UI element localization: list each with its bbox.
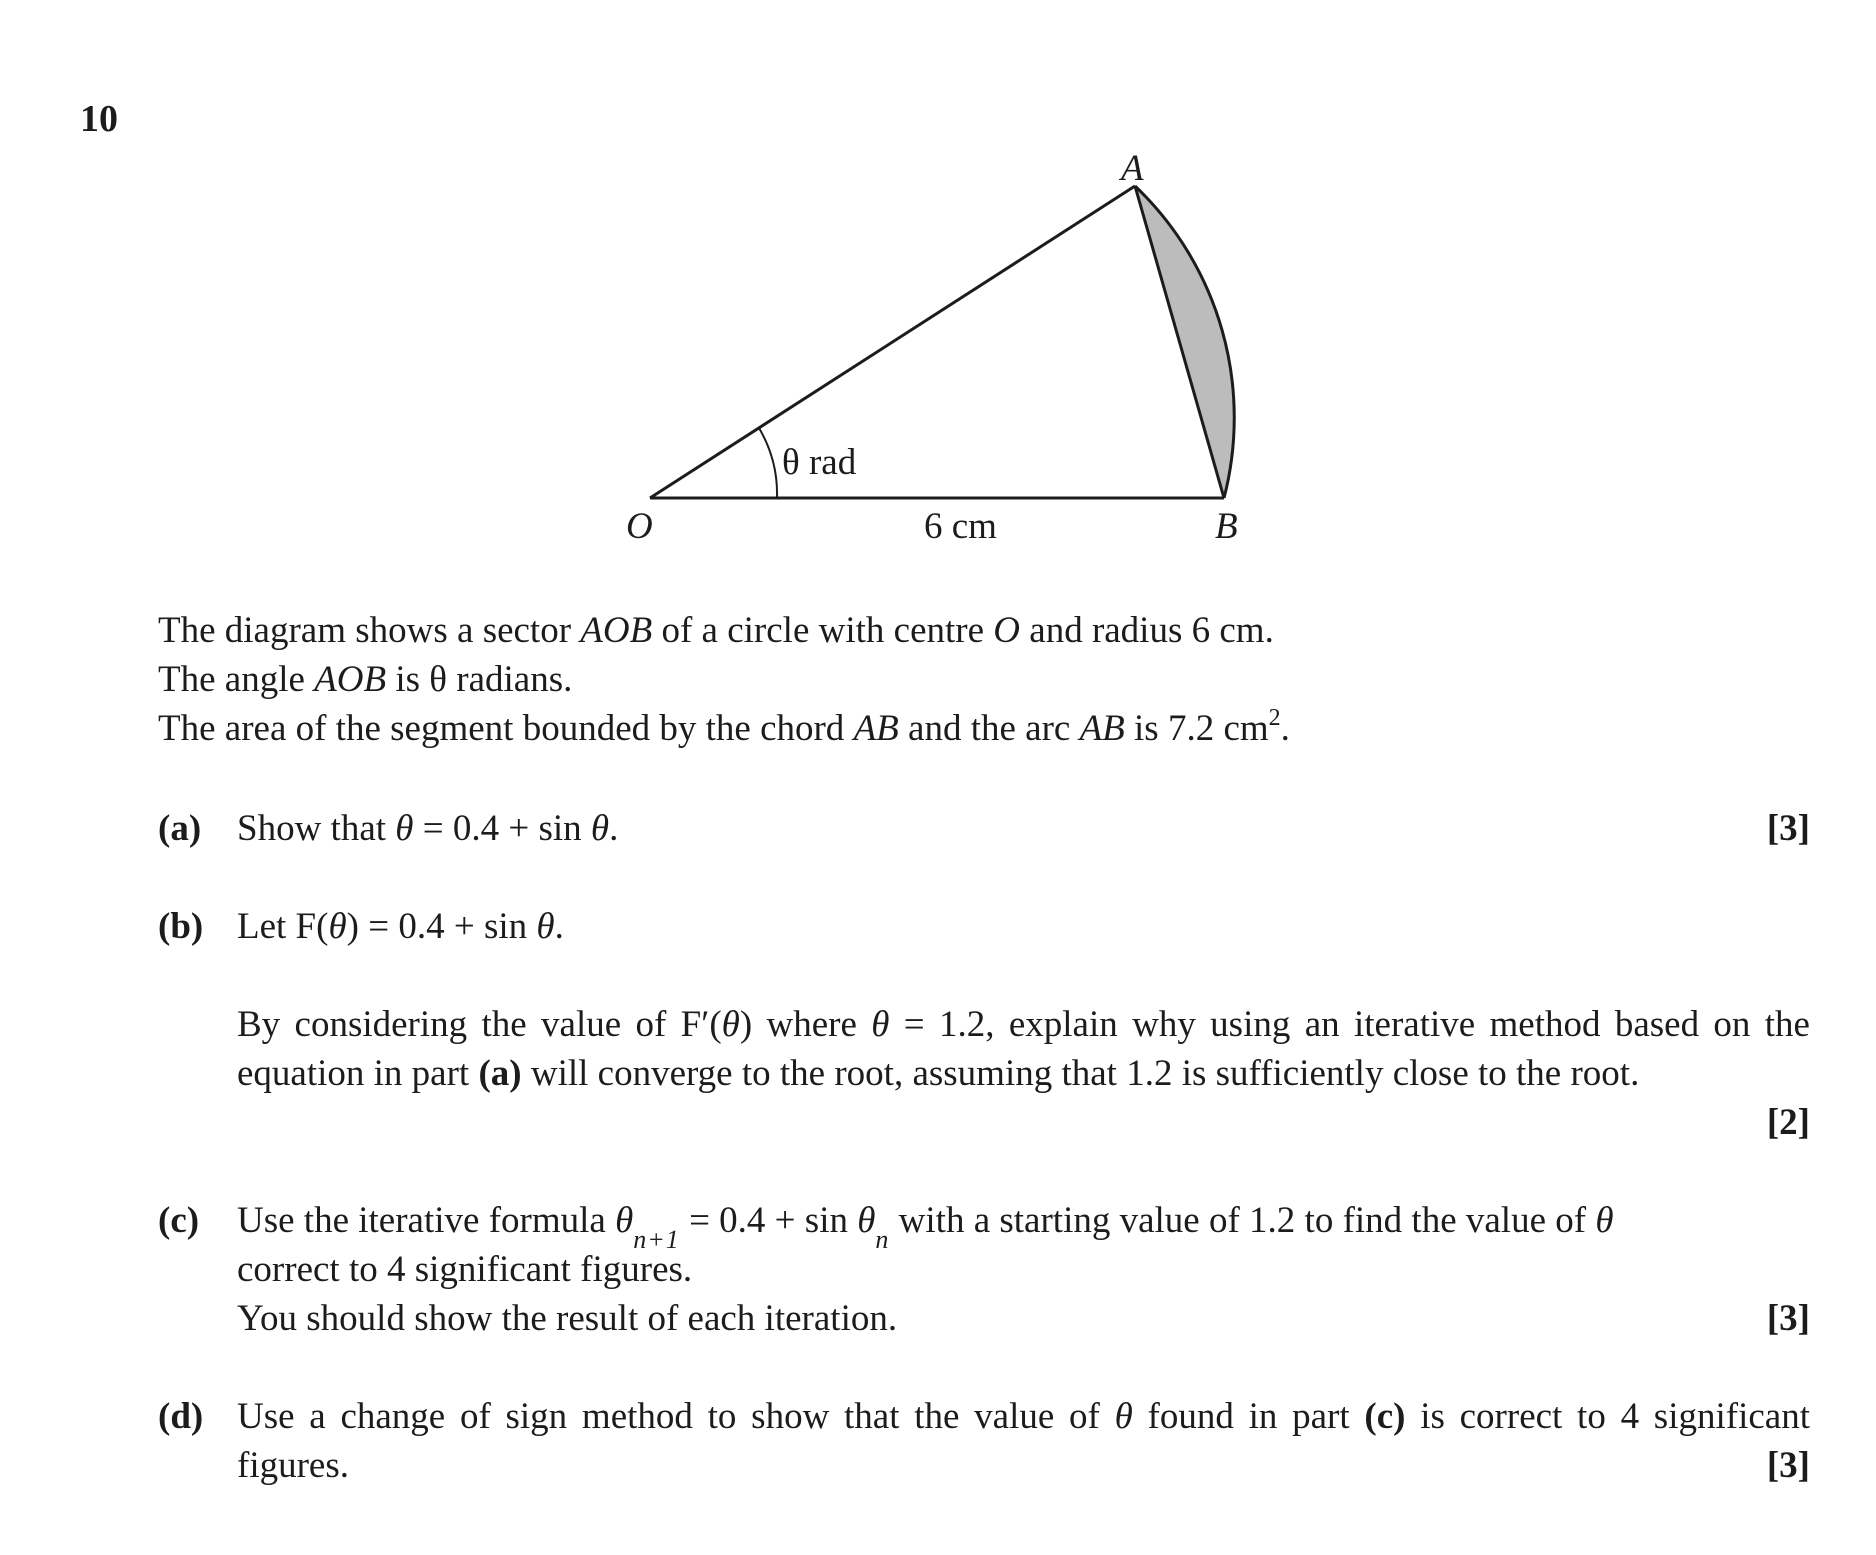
text: . xyxy=(1280,708,1290,749)
text: = 1.2, explain why using an iterative method based on the equation in part xyxy=(237,1004,1810,1094)
text: AOB xyxy=(314,659,387,700)
part-a-label: (a) xyxy=(158,808,202,849)
text: AOB xyxy=(580,610,653,651)
part-b-label: (b) xyxy=(158,906,204,947)
intro-line-2 xyxy=(158,655,1808,704)
part-c-marks: [3] xyxy=(1766,1298,1810,1339)
text: θ xyxy=(1595,1200,1614,1241)
side-length-label: 6 cm xyxy=(924,506,997,547)
text: = 0.4 + sin xyxy=(413,808,591,849)
part-d-label: (d) xyxy=(158,1396,204,1437)
text: and the arc xyxy=(898,708,1080,749)
text: is 7.2 cm xyxy=(1124,708,1269,749)
part-d-text xyxy=(237,1392,1810,1490)
subscript: n xyxy=(875,1225,890,1254)
text: is θ radians. xyxy=(386,659,573,700)
text: Use a change of sign method to show that the value of xyxy=(237,1396,1115,1437)
text: ) where xyxy=(739,1004,872,1045)
part-b-line-1 xyxy=(237,902,1810,951)
text: will converge to the root, assuming that 1.2 is sufficiently close to the root. xyxy=(521,1053,1640,1094)
text: θ xyxy=(615,1200,634,1241)
text: (c) xyxy=(1364,1396,1406,1437)
text: (a) xyxy=(478,1053,522,1094)
angle-label: θ rad xyxy=(782,442,857,483)
vertex-label-O: O xyxy=(626,506,653,547)
text: Let F( xyxy=(237,906,329,947)
text: Show that xyxy=(237,808,396,849)
text: AB xyxy=(1079,708,1125,749)
part-a-marks: [3] xyxy=(1766,808,1810,849)
text: is correct to 4 significant figures. xyxy=(237,1396,1810,1486)
text: with a starting value of 1.2 to find the value of xyxy=(889,1200,1596,1241)
text: θ xyxy=(1114,1396,1133,1437)
text: θ xyxy=(395,808,414,849)
intro-line-1 xyxy=(158,606,1808,655)
text: θ xyxy=(871,1004,890,1045)
part-b-marks: [2] xyxy=(1766,1102,1810,1143)
part-c-line-2 xyxy=(237,1245,1810,1294)
text: and radius 6 cm. xyxy=(1020,610,1274,651)
text: θ xyxy=(857,1200,876,1241)
part-b-paragraph xyxy=(237,1000,1810,1098)
text: θ xyxy=(721,1004,740,1045)
text: Use the iterative formula xyxy=(237,1200,616,1241)
angle-arc xyxy=(759,428,777,498)
text: ) = 0.4 + sin xyxy=(346,906,537,947)
part-c-label: (c) xyxy=(158,1200,200,1241)
text: = 0.4 + sin xyxy=(679,1200,858,1241)
text: You should show the result of each iteration. xyxy=(237,1298,898,1339)
part-c-line-3 xyxy=(237,1294,1810,1343)
subscript: n+1 xyxy=(633,1225,680,1254)
text: θ xyxy=(328,906,347,947)
text: The diagram shows a sector xyxy=(158,610,581,651)
text: O xyxy=(993,610,1021,651)
side-OA xyxy=(650,186,1135,498)
text: θ xyxy=(590,808,610,849)
vertex-label-A: A xyxy=(1121,148,1144,189)
part-c-line-1 xyxy=(237,1196,1810,1254)
part-a-text xyxy=(237,804,1810,853)
intro-line-3 xyxy=(158,704,1808,753)
text: found in part xyxy=(1132,1396,1365,1437)
text: By considering the value of F′( xyxy=(237,1004,722,1045)
question-number: 10 xyxy=(80,98,118,140)
text: correct to 4 significant figures. xyxy=(237,1249,693,1290)
vertex-label-B: B xyxy=(1215,506,1238,547)
text: The area of the segment bounded by the chord xyxy=(158,708,854,749)
text: AB xyxy=(853,708,899,749)
part-d-marks: [3] xyxy=(1766,1445,1810,1486)
text: of a circle with centre xyxy=(652,610,994,651)
text: θ xyxy=(536,906,555,947)
intro-text xyxy=(158,606,1808,753)
text: . xyxy=(554,906,564,947)
text: . xyxy=(609,808,619,849)
superscript: 2 xyxy=(1268,704,1281,731)
text: The angle xyxy=(158,659,315,700)
